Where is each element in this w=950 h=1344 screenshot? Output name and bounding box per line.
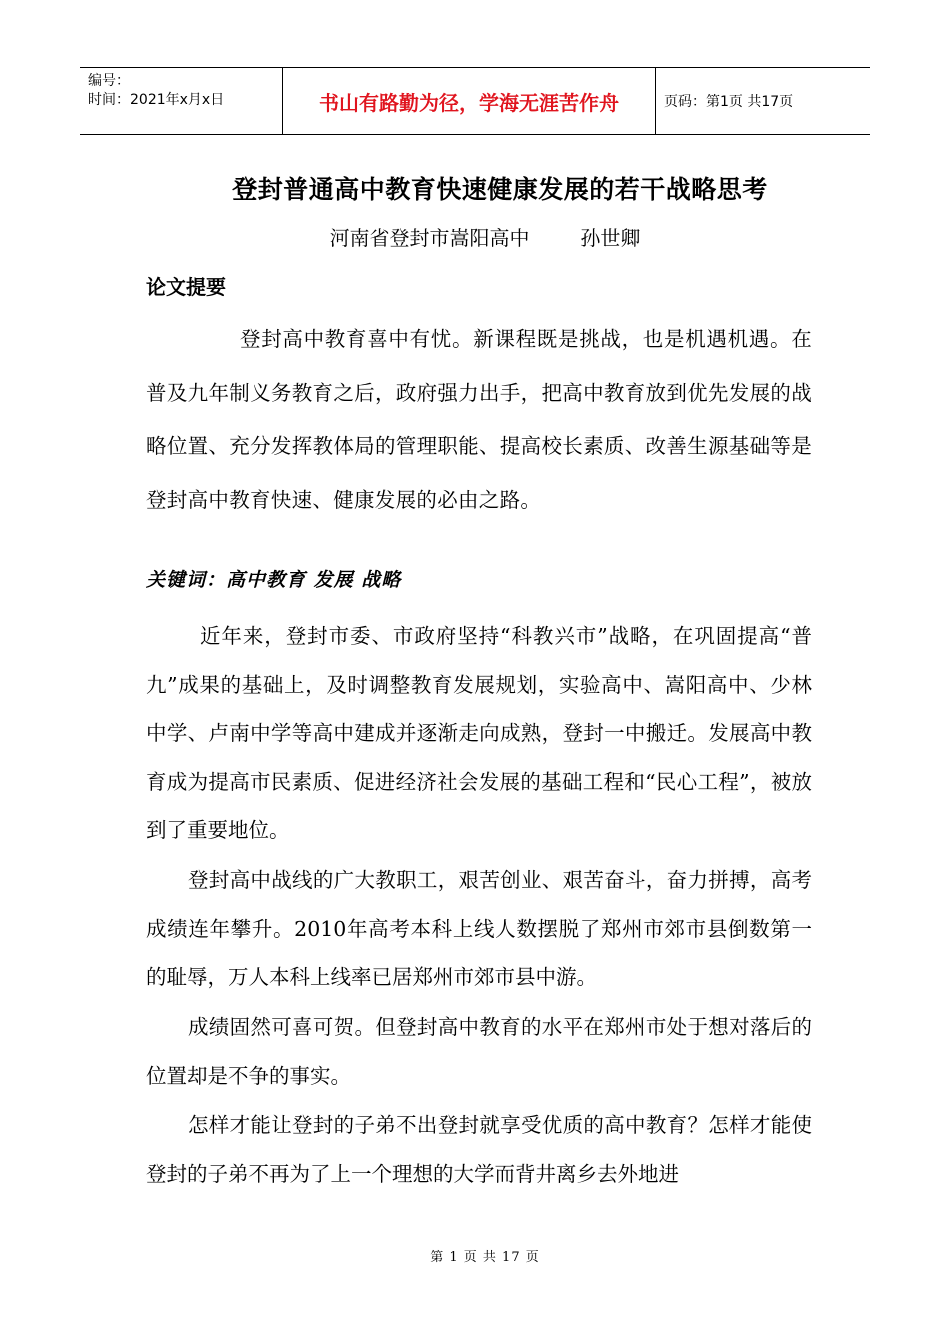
document-title: 登封普通高中教育快速健康发展的若干战略思考 xyxy=(232,175,768,204)
author-line: 河南省登封市嵩阳高中 孙世卿 xyxy=(329,226,641,250)
header-page-cell xyxy=(656,68,870,134)
keywords-line: 关键词：高中教育 发展 战略 xyxy=(146,569,402,591)
page-footer: 第 1 页 共 17 页 xyxy=(430,1250,540,1265)
abstract-text: 登封高中教育喜中有忧。新课程既是挑战，也是机遇机遇。在普及九年制义务教育之后，政府强力出手，把高中教育放到优先发展的战略位置、充分发挥教体局的管理职能、提高校长素质、改善生源基础等是登封高中教育快速、健康发展的必由之路。 xyxy=(146,327,812,512)
abstract-heading: 论文提要 xyxy=(146,275,226,299)
header-meta-cell xyxy=(80,68,282,134)
body-paragraph: 近年来，登封市委、市政府坚持“科教兴市”战略，在巩固提高“普九”成果的基础上，及时调整教育发展规划，实验高中、嵩阳高中、少林中学、卢南中学等高中建成并逐渐走向成熟，登封一中搬迁。发展高中教育成为提高市民素质、促进经济社会发展的基础工程和“民心工程”，被放到了重要地位。 xyxy=(146,624,812,842)
body-paragraph: 怎样才能让登封的子弟不出登封就享受优质的高中教育？怎样才能使登封的子弟不再为了上一个理想的大学而背井离乡去外地进 xyxy=(146,1113,812,1186)
header-motto: 书山有路勤为径，学海无涯苦作舟 xyxy=(319,90,619,115)
body-paragraph: 成绩固然可喜可贺。但登封高中教育的水平在郑州市处于想对落后的位置却是不争的事实。 xyxy=(146,1015,812,1088)
header-number-label: 编号： xyxy=(88,73,130,89)
page-header xyxy=(80,67,870,135)
header-page-info: 页码：第1页 共17页 xyxy=(664,94,794,110)
header-date-label: 时间：2021年x月x日 xyxy=(88,92,225,108)
body-paragraph: 登封高中战线的广大教职工，艰苦创业、艰苦奋斗，奋力拼搏，高考成绩连年攀升。2010年高考本科上线人数摆脱了郑州市郊市县倒数第一的耻辱，万人本科上线率已居郑州市郊市县中游。 xyxy=(146,868,812,989)
header-motto-cell xyxy=(282,68,656,134)
